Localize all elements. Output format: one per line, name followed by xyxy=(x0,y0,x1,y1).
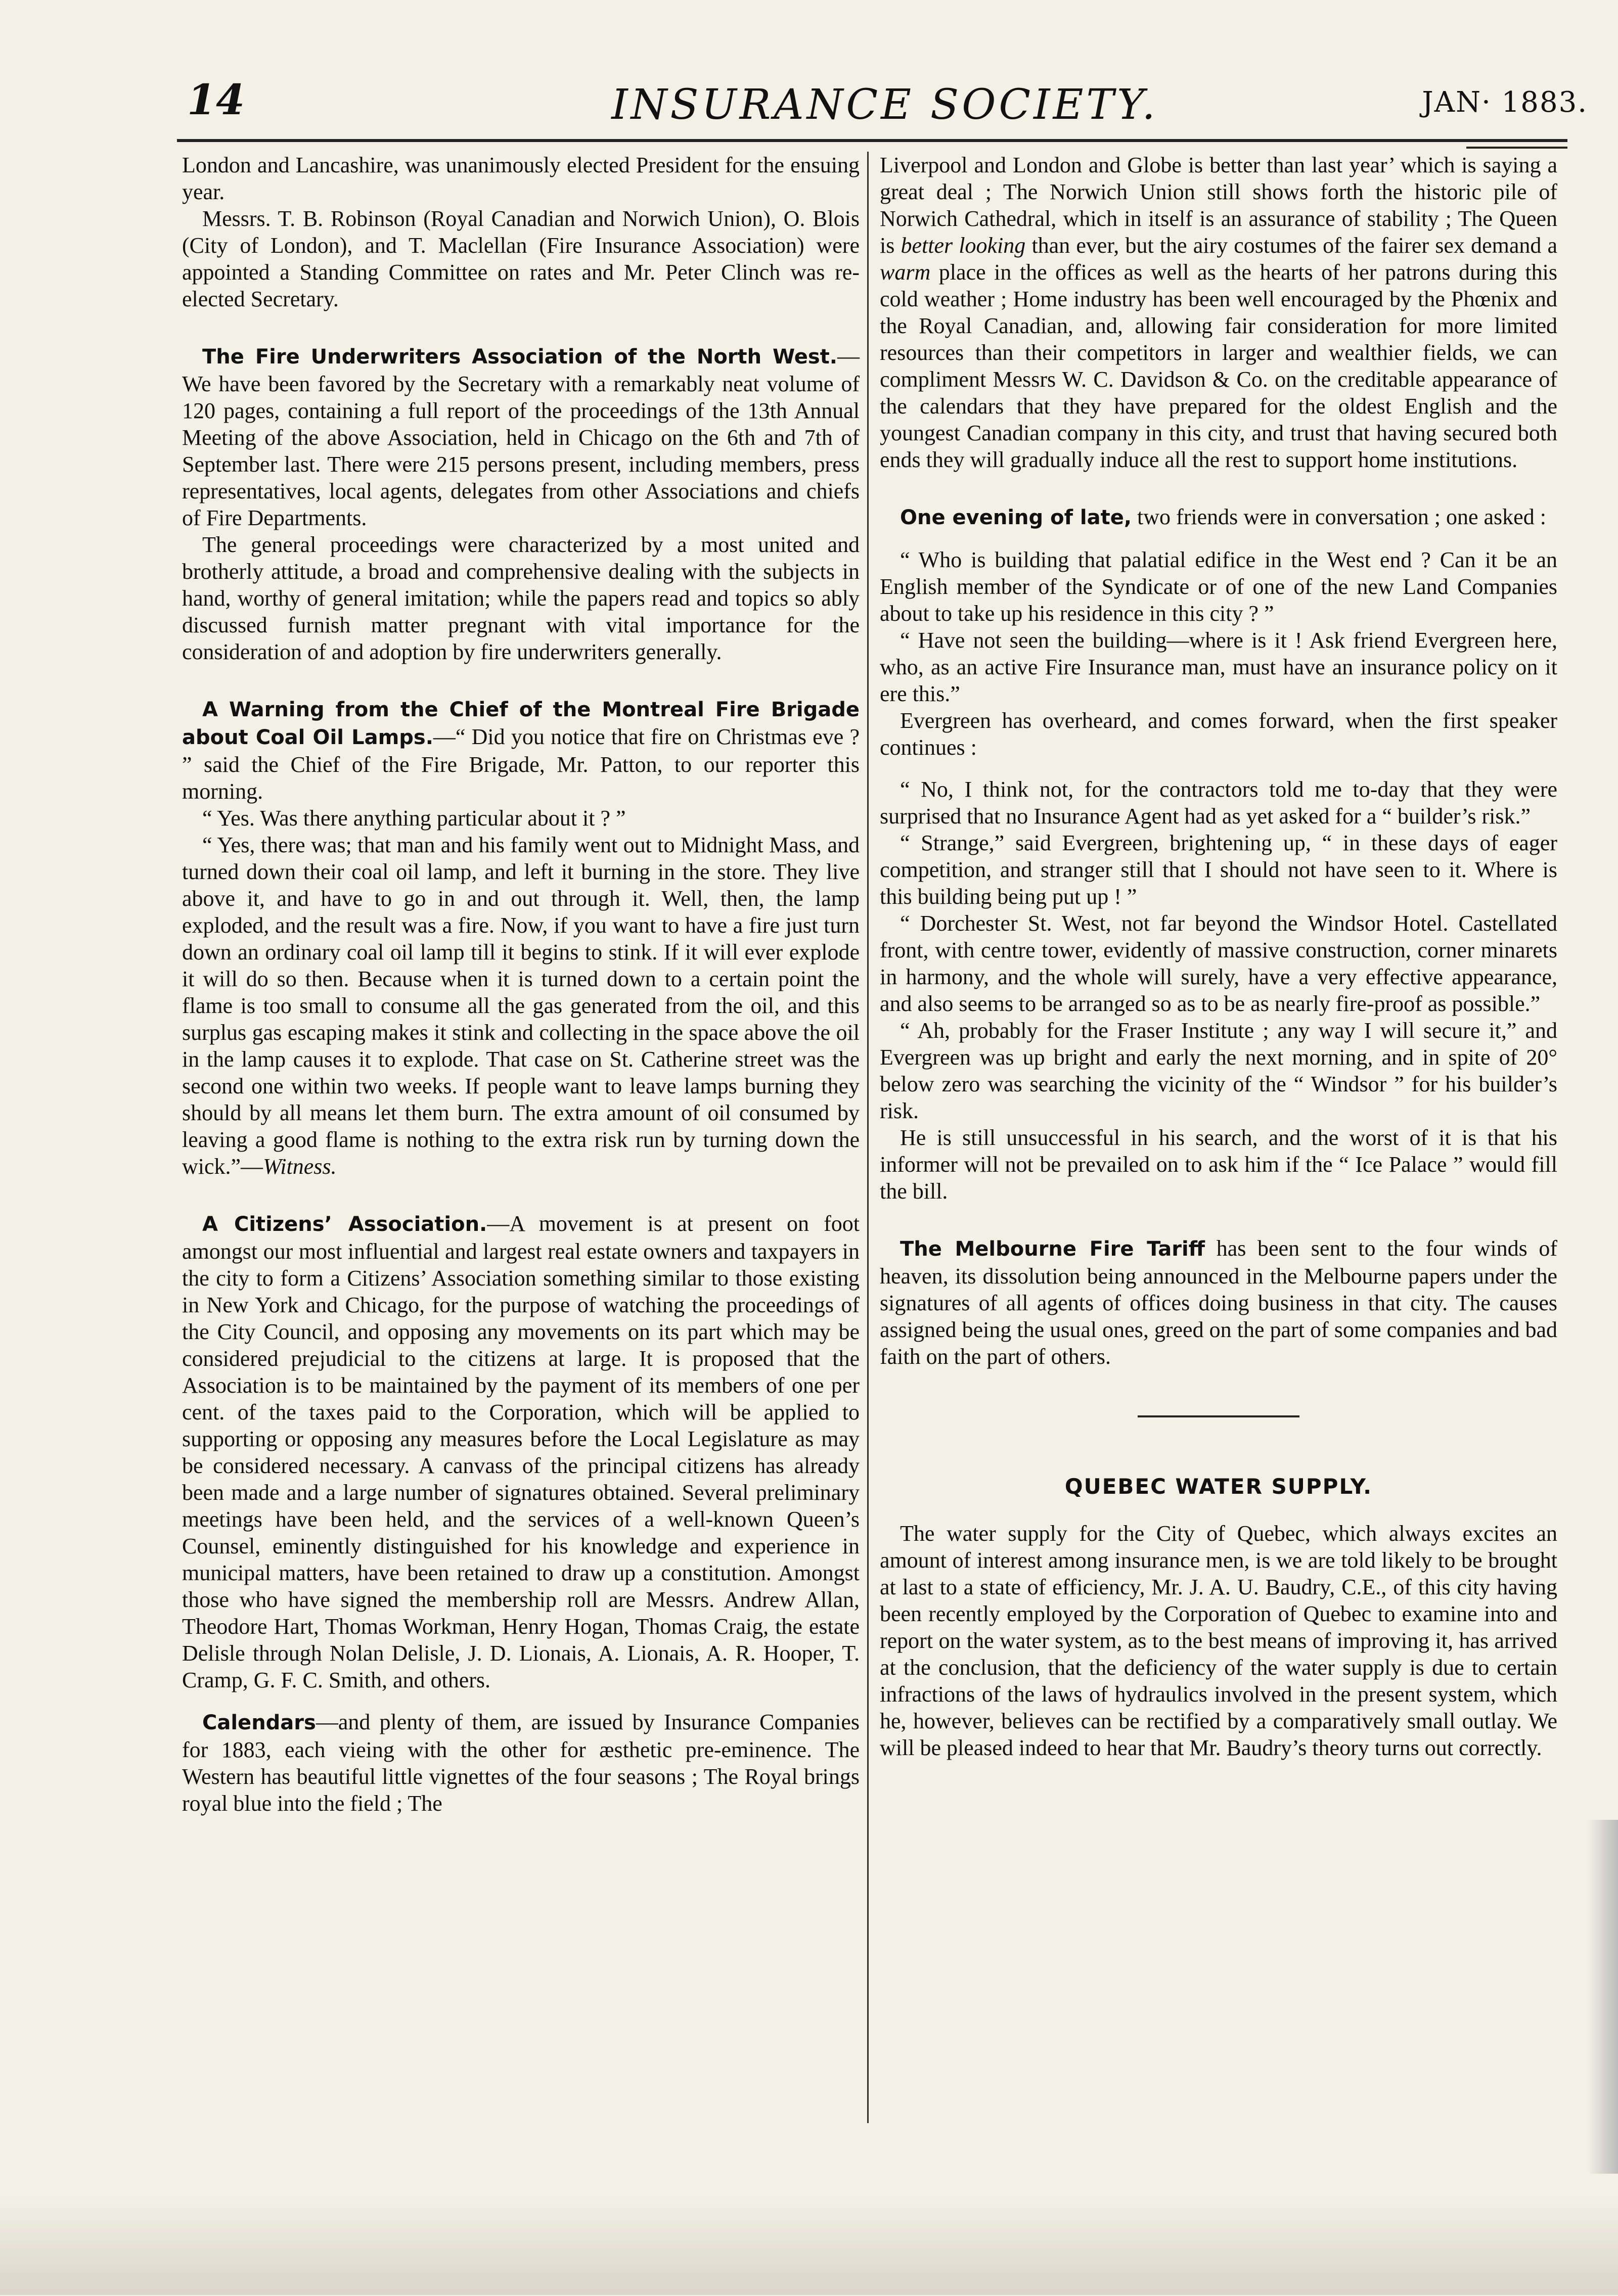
article-citizens: A Citizens’ Association.—A movement is at present on foot amongst our most influential and largest real estate owners and taxpayers in the city to form a Citizens’ Association something similar to those existing in New York and Chicago, for the purpose of watching the proceedings of the City Council, and opposing any movements on its part which may be considered prejudicial to the citizens at large. It is proposed that the Association is to be maintained by the payment of its members of one per cent. of the taxes paid to the Corporation, which will be applied to supporting or opposing any measures before the Local Legislature as may be considered necessary. A canvass of the principal citizens has already been made and a large number of signatures obtained. Several preliminary meetings have been held, and the services of a well-known Queen’s Counsel, eminently distinguished for his knowledge and experience in municipal matters, have been retained to draw up a constitution. Amongst those who have signed the membership roll are Messrs. Andrew Allan, Theodore Hart, Thomas Workman, Henry Hogan, Thomas Craig, the estate Delisle through Nolan Delisle, J. D. Lionais, A. Lionais, A. R. Hooper, T. Cramp, G. F. C. Smith, and others. xyxy=(182,1211,860,1692)
page-edge-shadow xyxy=(1588,1820,1618,2174)
source-credit: Witness. xyxy=(263,1154,337,1179)
right-column xyxy=(880,152,1557,1761)
section-heading: QUEBEC WATER SUPPLY. xyxy=(1064,1474,1373,1499)
article-evening: One evening of late, two friends were in conversation ; one asked : xyxy=(900,504,1546,529)
column-divider xyxy=(867,152,869,2123)
page-edge-shadow xyxy=(0,2194,1618,2295)
paragraph: “ Strange,” said Evergreen, brightening up, “ in these days of eager competition, and stranger still that I should not have seen to it. Where is this building being put up ! ” xyxy=(880,831,1557,909)
paragraph: “ No, I think not, for the contractors told me to-day that they were surprised that no Insurance Agent had as yet asked for a “ builder’s risk.” xyxy=(880,777,1557,829)
paragraph: “ Dorchester St. West, not far beyond the Windsor Hotel. Castellated front, with centre tower, evidently of massive construction, corner minarets in harmony, and the whole will surely, have a very effective appearance, and also seems to be arranged so as to be as nearly fire-proof as possible.” xyxy=(880,911,1557,1016)
paragraph: “ Ah, probably for the Fraser Institute ; any way I will secure it,” and Evergreen was up bright and early the next morning, and in spite of 20° below zero was searching the vicinity of the “ Windsor ” for his builder’s risk. xyxy=(880,1018,1557,1123)
article-fire-underwriters: The Fire Underwriters Association of the North West.—We have been favored by the Secretary with a remarkably neat volume of 120 pages, containing a full report of the proceedings of the 13th Annual Meeting of the above Association, held in Chicago on the 6th and 7th of September last. There were 215 persons present, including members, press representatives, local agents, delegates from other Associations and chiefs of Fire Departments. xyxy=(182,344,860,530)
paragraph: Messrs. T. B. Robinson (Royal Canadian and Norwich Union), O. Blois (City of London), and T. Maclellan (Fire Insurance Association) were appointed a Standing Committee on rates and Mr. Peter Clinch was re-elected Secretary. xyxy=(182,206,860,311)
article-lead: A Citizens’ Association. xyxy=(202,1213,487,1236)
article-lead: The Melbourne Fire Tariff xyxy=(900,1237,1205,1261)
article-lead: A Warning from the Chief of the Montreal Fire Brigade about Coal Oil Lamps. xyxy=(182,698,860,749)
article-lead: The Fire Underwriters Association of the North West. xyxy=(202,345,837,369)
paragraph: “ Have not seen the building—where is it ! Ask friend Evergreen here, who, as an active Fire Insurance man, must have an insurance policy on it ere this.” xyxy=(880,628,1557,706)
section-rule xyxy=(1138,1415,1299,1417)
calendars-continued: Liverpool and London and Globe is better than last year’ which is saying a great deal ; The Norwich Union still shows forth the historic pile of Norwich Cathedral, which in itself is an assurance of stability ; The Queen is better looking than ever, but the airy costumes of the fairer sex demand a warm place in the offices as well as the hearts of her patrons during this cold weather ; Home industry has been well encouraged by the Phœnix and the Royal Canadian, and, allowing fair consideration for more limited resources than their competitors in larger and wealthier fields, we can compliment Messrs W. C. Davidson & Co. on the creditable appearance of the calendars that they have prepared for the oldest English and the youngest Canadian company in this city, and trust that having secured both ends they will gradually induce all the rest to support home institutions. xyxy=(880,153,1558,472)
article-warning: A Warning from the Chief of the Montreal Fire Brigade about Coal Oil Lamps.—“ Did you notice that fire on Christmas eve ? ” said the Chief of the Fire Brigade, Mr. Patton, to our reporter this morning. xyxy=(182,698,860,804)
paragraph: “ Yes, there was; that man and his family went out to Midnight Mass, and turned down their coal oil lamp, and left it burning in the store. They live above it, and have to go in and out through it. Well, then, the lamp exploded, and the result was a fire. Now, if you want to have a fire just turn down an ordinary coal oil lamp till it begins to stink. If it will ever explode it will do so then. Because when it is turned down to a certain point the flame is too small to consume all the gas generated from the oil, and this surplus gas escaping makes it stink and collecting in the space above the oil in the lamp causes it to explode. That case on St. Catherine street was the second one within two weeks. If people want to leave lamps burning they should by all means let them burn. The extra amount of oil consumed by leaving a good flame is nothing to the extra risk run by turning down the wick.”—Witness. xyxy=(182,833,860,1179)
article-calendars: Calendars—and plenty of them, are issued by Insurance Companies for 1883, each vieing with the other for æsthetic pre-eminence. The Western has beautiful little vignettes of the four seasons ; The Royal brings royal blue into the field ; The xyxy=(182,1710,860,1816)
page-number: 14 xyxy=(187,76,245,124)
paragraph: London and Lancashire, was unanimously elected President for the ensuing year. xyxy=(182,153,860,204)
paragraph: “ Who is building that palatial edifice in the West end ? Can it be an English member of the Syndicate or of one of the new Land Companies about to take up his residence in this city ? ” xyxy=(880,547,1557,626)
article-lead: Calendars xyxy=(202,1711,316,1734)
paragraph: The general proceedings were characterized by a most united and brotherly attitude, a broad and comprehensive dealing with the subjects in hand, worthy of general imitation; while the papers read and topics so ably discussed furnish matter pregnant with vital importance for the consideration of and adoption by fire underwriters generally. xyxy=(182,532,860,664)
issue-date: JAN· 1883. xyxy=(1422,86,1588,119)
paragraph: Evergreen has overheard, and comes forward, when the first speaker continues : xyxy=(880,708,1557,760)
page-header xyxy=(177,76,1593,131)
article-lead: One evening of late, xyxy=(900,506,1132,529)
article-quebec: The water supply for the City of Quebec, which always excites an amount of interest among insurance men, is we are told likely to be brought at last to a state of efficiency, Mr. J. A. U. Baudry, C.E., of this city having been recently employed by the Corporation of Quebec to examine into and report on the water system, as to the best means of improving it, has arrived at the conclusion, that the deficiency of the water supply is due to certain infractions of the laws of hydraulics involved in the present system, which he, however, believes can be rectified by a comparatively small outlay. We will be pleased indeed to hear that Mr. Baudry’s theory turns out correctly. xyxy=(880,1521,1557,1760)
paragraph: “ Yes. Was there anything particular about it ? ” xyxy=(202,806,626,831)
header-rule xyxy=(177,139,1567,142)
publication-title: INSURANCE SOCIETY. xyxy=(611,81,1158,129)
article-melbourne: The Melbourne Fire Tariff has been sent to the four winds of heaven, its dissolution being announced in the Melbourne papers under the signatures of all agents of offices doing business in that city. The causes assigned being the usual ones, greed on the part of some companies and bad faith on the part of others. xyxy=(880,1236,1558,1369)
left-column xyxy=(182,152,860,1817)
header-rule-short xyxy=(1466,147,1567,149)
paragraph: He is still unsuccessful in his search, and the worst of it is that his informer will not be prevailed on to ask him if the “ Ice Palace ” would fill the bill. xyxy=(880,1125,1557,1204)
